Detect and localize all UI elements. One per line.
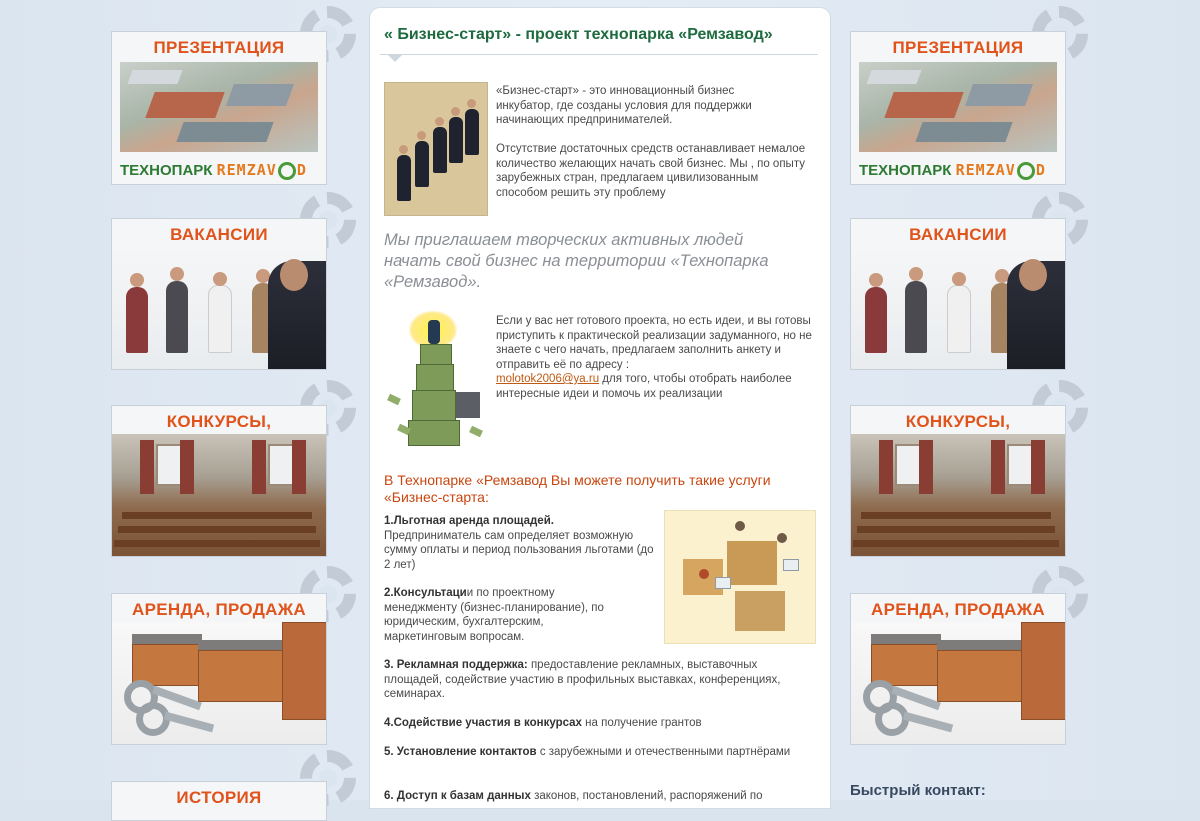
services-heading: В Технопарке «Ремзавод Вы можете получить такие услуги «Бизнес-старта: bbox=[384, 472, 771, 505]
card-title: ВАКАНСИИ bbox=[909, 225, 1007, 244]
card-title: ПРЕЗЕНТАЦИЯ bbox=[153, 38, 285, 57]
quick-contact-heading: Быстрый контакт: bbox=[850, 782, 986, 799]
project-paragraph: Если у вас нет готового проекта, но есть идеи, и вы готовы приступить к практической реализации задуманного, но не знаете с чего начать, предлагаем заполнить анкету и отправить её по адресу : molotok2006@ya.ru для того, чтобы отобрать наиболее интересные идеи и помочь их реализации bbox=[496, 315, 812, 400]
money-stack-illustration bbox=[384, 310, 486, 446]
nav-card-rent-sale[interactable] bbox=[111, 593, 327, 745]
service-item-2: 2.Консультации по проектному менеджменту (бизнес-планирование), по юридическим, бухгалтерским, маркетинговым вопросам. bbox=[384, 587, 604, 643]
people-group-image bbox=[851, 247, 1066, 370]
title-divider-pointer bbox=[388, 55, 402, 62]
buildings-keys-image bbox=[851, 622, 1066, 745]
nav-card-rent-sale[interactable] bbox=[850, 593, 1066, 745]
email-link[interactable]: molotok2006@ya.ru bbox=[496, 373, 600, 385]
buildings-keys-image bbox=[112, 622, 327, 745]
technopark-aerial-image bbox=[859, 62, 1057, 152]
logo-gear-icon bbox=[1017, 162, 1035, 180]
main-content bbox=[370, 8, 830, 808]
invitation-text: Мы приглашаем творческих активных людей начать свой бизнес на территории «Технопарка «Ремзавод». bbox=[384, 231, 769, 291]
nav-card-presentation[interactable] bbox=[111, 31, 327, 185]
nav-card-contests-seminars[interactable] bbox=[850, 405, 1066, 557]
service-item-6: 6. Доступ к базам данных законов, постановлений, распоряжений по bbox=[384, 790, 763, 802]
page-title: « Бизнес-старт» - проект технопарка «Ремзавод» bbox=[384, 26, 773, 43]
card-title: АРЕНДА, ПРОДАЖА bbox=[871, 600, 1045, 619]
service-item-1: 1.Льготная аренда площадей. Предприниматель сам определяет возможную сумму оплаты и период пользования льготами (до 2 лет) bbox=[384, 515, 654, 571]
service-item-3: 3. Рекламная поддержка: предоставление рекламных, выставочных площадей, содействие участию в профильных выставках, конференциях, семинарах. bbox=[384, 659, 781, 700]
card-title: ВАКАНСИИ bbox=[170, 225, 268, 244]
nav-card-history[interactable] bbox=[111, 781, 327, 821]
service-item-4: 4.Содействие участия в конкурсах на получение грантов bbox=[384, 717, 702, 729]
intro-paragraph-2: Отсутствие достаточных средств останавливает немалое количество желающих начать свой бизнес. Мы , по опыту зарубежных стран, предлагаем цивилизованным способом решить эту проблему bbox=[496, 143, 806, 199]
seminar-hall-image bbox=[112, 434, 327, 557]
remzavod-logo: ТЕХНОПАРК REMZAV D bbox=[859, 160, 1046, 179]
people-group-image bbox=[112, 247, 327, 370]
seminar-hall-image bbox=[851, 434, 1066, 557]
service-item-5: 5. Установление контактов с зарубежными и отечественными партнёрами bbox=[384, 746, 791, 758]
card-title: КОНКУРСЫ, bbox=[166, 412, 272, 431]
office-workers-illustration bbox=[664, 510, 816, 644]
nav-card-vacancies[interactable] bbox=[850, 218, 1066, 370]
title-divider bbox=[380, 54, 818, 55]
card-title: АРЕНДА, ПРОДАЖА bbox=[132, 600, 306, 619]
businessmen-illustration bbox=[384, 82, 488, 216]
nav-card-contests-seminars[interactable] bbox=[111, 405, 327, 557]
nav-card-vacancies[interactable] bbox=[111, 218, 327, 370]
card-title: ИСТОРИЯ bbox=[176, 788, 262, 807]
technopark-aerial-image bbox=[120, 62, 318, 152]
card-title: ПРЕЗЕНТАЦИЯ bbox=[892, 38, 1024, 57]
remzavod-logo: ТЕХНОПАРК REMZAV D bbox=[120, 160, 307, 179]
logo-gear-icon bbox=[278, 162, 296, 180]
card-title: КОНКУРСЫ, bbox=[905, 412, 1011, 431]
intro-paragraph-1: «Бизнес-старт» - это инновационный бизнес инкубатор, где созданы условия для поддержки начинающих предпринимателей. bbox=[496, 85, 752, 126]
nav-card-presentation[interactable] bbox=[850, 31, 1066, 185]
